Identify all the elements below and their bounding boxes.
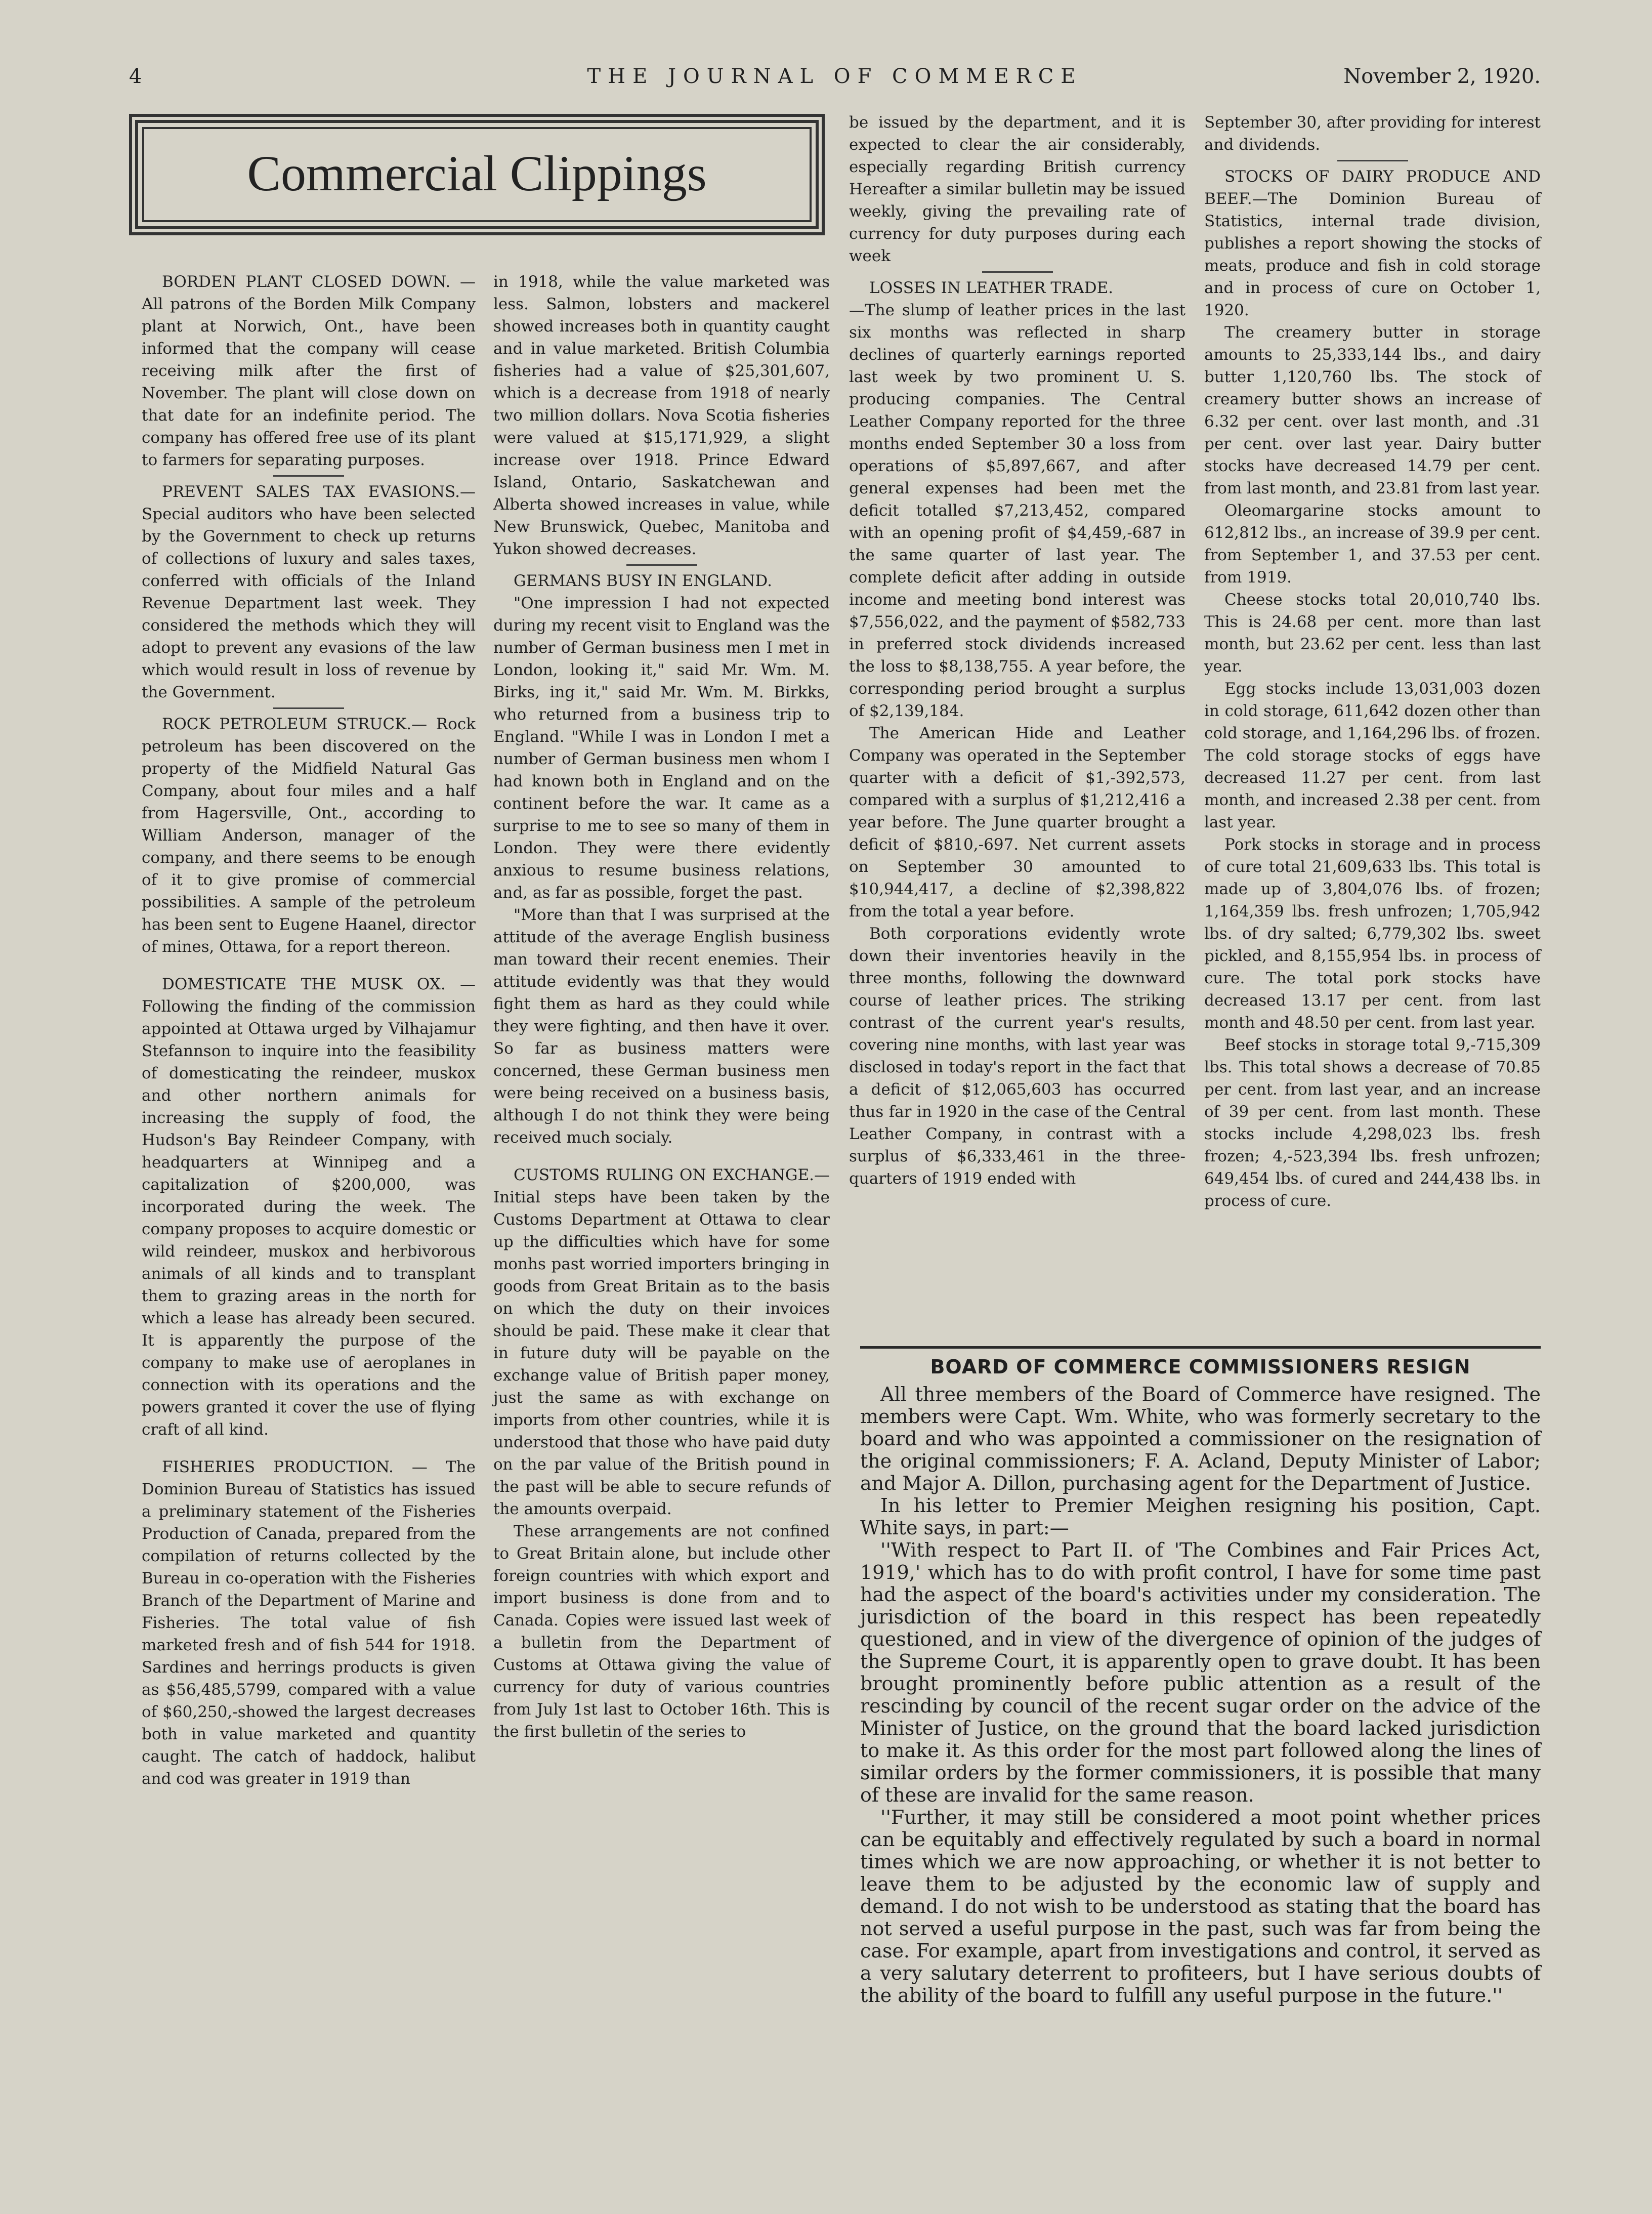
article-leather-paragraph: The American Hide and Leather Company was operated in the September quarter with a deficit of $1,-392,573, compared with a surplus of $1,212,416 a year before. The June quarter brought a deficit of $810,-697. Net current assets on September 30 amounted to $10,944,417, a decline of $2,398,822 from the total a year before. xyxy=(849,724,1185,921)
board-paragraph: ''With respect to Part II. of 'The Combines and Fair Prices Act, 1919,' which has to do with profit control, I have for some time past had the aspect of the board's activities under my consideration. The jurisdiction of the board in this respect has been repeatedly questioned, and in view of the divergence of opinion of the judges of the Supreme Court, it is apparently open to grave doubt. It has been brought prominently before public attention as a result of the rescinding by council of the recent sugar order on the advice of the Minister of Justice, on the ground that the board lacked jurisdiction to make it. As this order for the most part followed along the lines of similar orders by the former commissioners, it is possible that many of these are invalid for the same reason. xyxy=(860,1539,1541,1806)
board-of-commerce-article xyxy=(860,1346,1541,2007)
divider xyxy=(982,271,1053,273)
column-2 xyxy=(493,271,830,1743)
article-leather-paragraph: Both corporations evidently wrote down their inventories heavily in the three months, following the downward course of leather prices. The striking contrast of the current year's results, covering nine months, with last year was disclosed in today's report in the fact that a deficit of $12,065,603 has occurred thus far in 1920 in the case of the Central Leather Company, in contrast with a surplus of $6,333,461 in the three-quarters of 1919 ended with xyxy=(849,925,1185,1188)
article-leather-continued: September 30, after providing for interest and dividends. xyxy=(1204,113,1541,154)
masthead: THE JOURNAL OF COMMERCE xyxy=(587,65,1083,88)
article-germans-heading: GERMANS BUSY IN ENGLAND. xyxy=(514,572,772,590)
board-paragraph: ''Further, it may still be considered a moot point whether prices can be equitably and effectively regulated by such a board in normal times which we are now approaching, or whether it is not better to leave them to be adjusted by the economic law of supply and demand. I do not wish to be understood as stating that the board has not served a useful purpose in the past, such was far from being the case. For example, apart from investigations and control, it served as a very salutary deterrent to profiteers, but I have serious doubts of the ability of the board to fulfill any useful purpose in the future.'' xyxy=(860,1806,1541,2007)
article-musk-ox: DOMESTICATE THE MUSK OX. —Following the finding of the commission appointed at Ottawa urged by Vilhajamur Stefannson to inquire into the feasibility of domesticating the reindeer, muskox and other northern animals for increasing the supply of food, the Hudson's Bay Reindeer Company, with headquarters at Winnipeg and a capitalization of $200,000, was incorporated during the week. The company proposes to acquire domestic or wild reindeer, muskox and herbivorous animals of all kinds and to transplant them to grazing areas in the north for which a lease has already been secured. It is apparently the purpose of the company to make use of aeroplanes in connection with its operations and the powers granted it cover the use of flying craft of all kind. xyxy=(142,975,476,1439)
article-sales-tax: PREVENT SALES TAX EVASIONS.—Special auditors who have been selected by the Government to check up returns of collections of luxury and sales taxes, conferred with officials of the Inland Revenue Department last week. They considered the methods which they will adopt to prevent any evasions of the law which would result in loss of revenue by the Government. xyxy=(142,483,476,701)
divider xyxy=(273,707,344,709)
article-rock-petroleum: ROCK PETROLEUM STRUCK.— Rock petroleum has been discovered on the property of the Midfield Natural Gas Company, about four miles and a half from Hagersville, Ont., according to William Anderson, manager of the company, and there seems to be enough of it to give promise of commercial possibilities. A sample of the petroleum has been sent to Eugene Haanel, director of mines, Ottawa, for a report thereon. xyxy=(142,715,476,956)
article-customs-ruling: CUSTOMS RULING ON EXCHANGE.—Initial steps have been taken by the Customs Department at Ottawa to clear up the difficulties which have for some monhs past worried importers bringing in goods from Great Britain as to the basis on which the duty on their invoices should be paid. These make it clear that in future duty will be payable on the exchange value of British paper money, just the same as with exchange on imports from other countries, while it is understood that those who have paid duty on the par value of the British pound in the past will be able to secure refunds of the amounts overpaid. xyxy=(493,1166,830,1518)
article-germans-paragraph: "One impression I had not expected during my recent visit to England was the number of German business men I met in London, looking it," said Mr. Wm. M. Birks, ing it," said Mr. Wm. M. Birkks, who returned from a business trip to England. "While I was in London I met a number of German business men whom I had known both in England and on the continent before the war. It came as a surprise to me to see so many of them in London. They were there evidently anxious to resume business relations, and, as far as possible, forget the past. xyxy=(493,594,830,902)
column-3 xyxy=(849,111,1185,1190)
article-dairy-paragraph: Beef stocks in storage total 9,-715,309 lbs. This total shows a decrease of 70.85 per cent. from last year, and an increase of 39 per cent. from last month. These stocks include 4,298,023 lbs. fresh frozen; 4,-523,394 lbs. fresh unfrozen; 649,454 lbs. of cured and 244,438 lbs. in process of cure. xyxy=(1204,1036,1541,1210)
page-number: 4 xyxy=(129,65,142,88)
article-dairy-paragraph: Pork stocks in storage and in process of cure total 21,609,633 lbs. This total is made up of 3,804,076 lbs. of frozen; 1,164,359 lbs. fresh unfrozen; 1,705,942 lbs. of dry salted; 6,779,302 lbs. sweet pickled, and 8,155,954 lbs. in process of cure. The total pork stocks have decreased 13.17 per cent. from last month and 48.50 per cent. from last year. xyxy=(1204,836,1541,1032)
article-borden-plant: BORDEN PLANT CLOSED DOWN. —All patrons of the Borden Milk Company plant at Norwich, Ont., have been informed that the company will cease receiving milk after the first of November. The plant will close down on that date for an indefinite period. The company has offered free use of its plant to farmers for separating purposes. xyxy=(142,273,476,469)
article-fisheries: FISHERIES PRODUCTION. — The Dominion Bureau of Statistics has issued a preliminary statement of the Fisheries Production of Canada, prepared from the compilation of returns collected by the Bureau in co-operation with the Fisheries Branch of the Department of Marine and Fisheries. The total value of fish marketed fresh and of fish 544 for 1918. Sardines and herrings products is given as $56,485,5799, compared with a value of $60,250,-showed the largest decreases both in value marketed and quantity caught. The catch of haddock, halibut and cod was greater in 1919 than xyxy=(142,1458,476,1788)
article-dairy-paragraph: Oleomargarine stocks amount to 612,812 lbs., an increase of 39.9 per cent. from September 1, and 37.53 per cent. from 1919. xyxy=(1204,502,1541,587)
article-leather-paragraph: —The slump of leather prices in the last six months was reflected in sharp declines of quarterly earnings reported last week by two prominent U. S. producing companies. The Central Leather Company reported for the three months ended September 30 a loss from operations of $5,897,667, and after general expenses had been met the deficit totalled $7,213,452, compared with an opening profit of $4,459,-687 in the same quarter of last year. The complete deficit after adding in outside income and meeting bond interest was $7,556,022, and the payment of $582,733 in preferred stock dividends increased the loss to $8,138,755. A year before, the corresponding period brought a surplus of $2,139,184. xyxy=(849,301,1185,720)
issue-date: November 2, 1920. xyxy=(1343,65,1541,88)
article-dairy-paragraph: Egg stocks include 13,031,003 dozen in cold storage, 611,642 dozen other than cold storage, and 1,164,296 lbs. of frozen. The cold storage stocks of eggs have decreased 11.27 per cent. from last month, and increased 2.38 per cent. from last year. xyxy=(1204,680,1541,831)
article-fisheries-continued: in 1918, while the value marketed was less. Salmon, lobsters and mackerel showed increases both in quantity caught and in value marketed. British Columbia fisheries had a value of $25,301,607, which is a decrease from 1918 of nearly two million dollars. Nova Scotia fisheries were valued at $15,171,929, a slight increase over 1918. Prince Edward Island, Ontario, Saskatchewan and Alberta showed increases in value, while New Brunswick, Quebec, Manitoba and Yukon showed decreases. xyxy=(493,273,830,558)
column-1 xyxy=(142,271,476,1790)
section-title: Commercial Clippings xyxy=(247,145,707,201)
article-dairy-paragraph: The creamery butter in storage amounts to 25,333,144 lbs., and dairy butter 1,120,760 lbs. The stock of creamery butter shows an increase of 6.32 per cent. over last month, and .31 per cent. over last year. Dairy butter stocks have decreased 14.79 per cent. from last month, and 23.81 from last year. xyxy=(1204,323,1541,497)
board-headline: BOARD OF COMMERCE COMMISSIONERS RESIGN xyxy=(930,1356,1471,1378)
commercial-clippings-banner xyxy=(129,114,825,235)
column-4 xyxy=(1204,111,1541,1212)
board-paragraph: In his letter to Premier Meighen resigning his position, Capt. White says, in part:— xyxy=(860,1494,1541,1539)
article-germans-paragraph: "More than that I was surprised at the attitude of the average English business man toward their recent enemies. Their attitude evidently was that they would fight them as hard as they could while they were fighting, and then have it over. So far as business matters were concerned, these German business men were being received on a business basis, although I do not think they were being received much socialy. xyxy=(493,906,830,1147)
article-customs-continued: be issued by the department, and it is expected to clear the air considerably, especially regarding British currency Hereafter a similar bulletin may be issued weekly, giving the prevailing rate of currency for duty purposes during each week xyxy=(849,113,1185,265)
divider xyxy=(273,475,344,477)
article-leather-heading: LOSSES IN LEATHER TRADE. xyxy=(869,279,1114,297)
article-dairy-heading: STOCKS OF DAIRY PRODUCE AND BEEF.—The Dominion Bureau of Statistics, internal trade division, publishes a report showing the stocks of meats, produce and fish in cold storage and in process of cure on October 1, 1920. xyxy=(1204,168,1541,319)
board-paragraph: All three members of the Board of Commerce have resigned. The members were Capt. Wm. White, who was formerly secretary to the board and who was appointed a commissioner on the resignation of the original commissioners; F. A. Acland, Deputy Minister of Labor; and Major A. Dillon, purchasing agent for the Department of Justice. xyxy=(860,1383,1541,1494)
article-customs-paragraph: These arrangements are not confined to Great Britain alone, but include other foreign countries with which export and import business is done from and to Canada. Copies were issued last week of a bulletin from the Department of Customs at Ottawa giving the value of currency for duty of various countries from July 1st last to October 16th. This is the first bulletin of the series to xyxy=(493,1522,830,1741)
article-dairy-paragraph: Cheese stocks total 20,010,740 lbs. This is 24.68 per cent. more than last month, but 23.62 per cent. less than last year. xyxy=(1204,591,1541,676)
divider xyxy=(626,564,697,566)
page-header xyxy=(129,61,1541,96)
divider xyxy=(1337,160,1408,161)
divider xyxy=(860,1346,1541,1349)
